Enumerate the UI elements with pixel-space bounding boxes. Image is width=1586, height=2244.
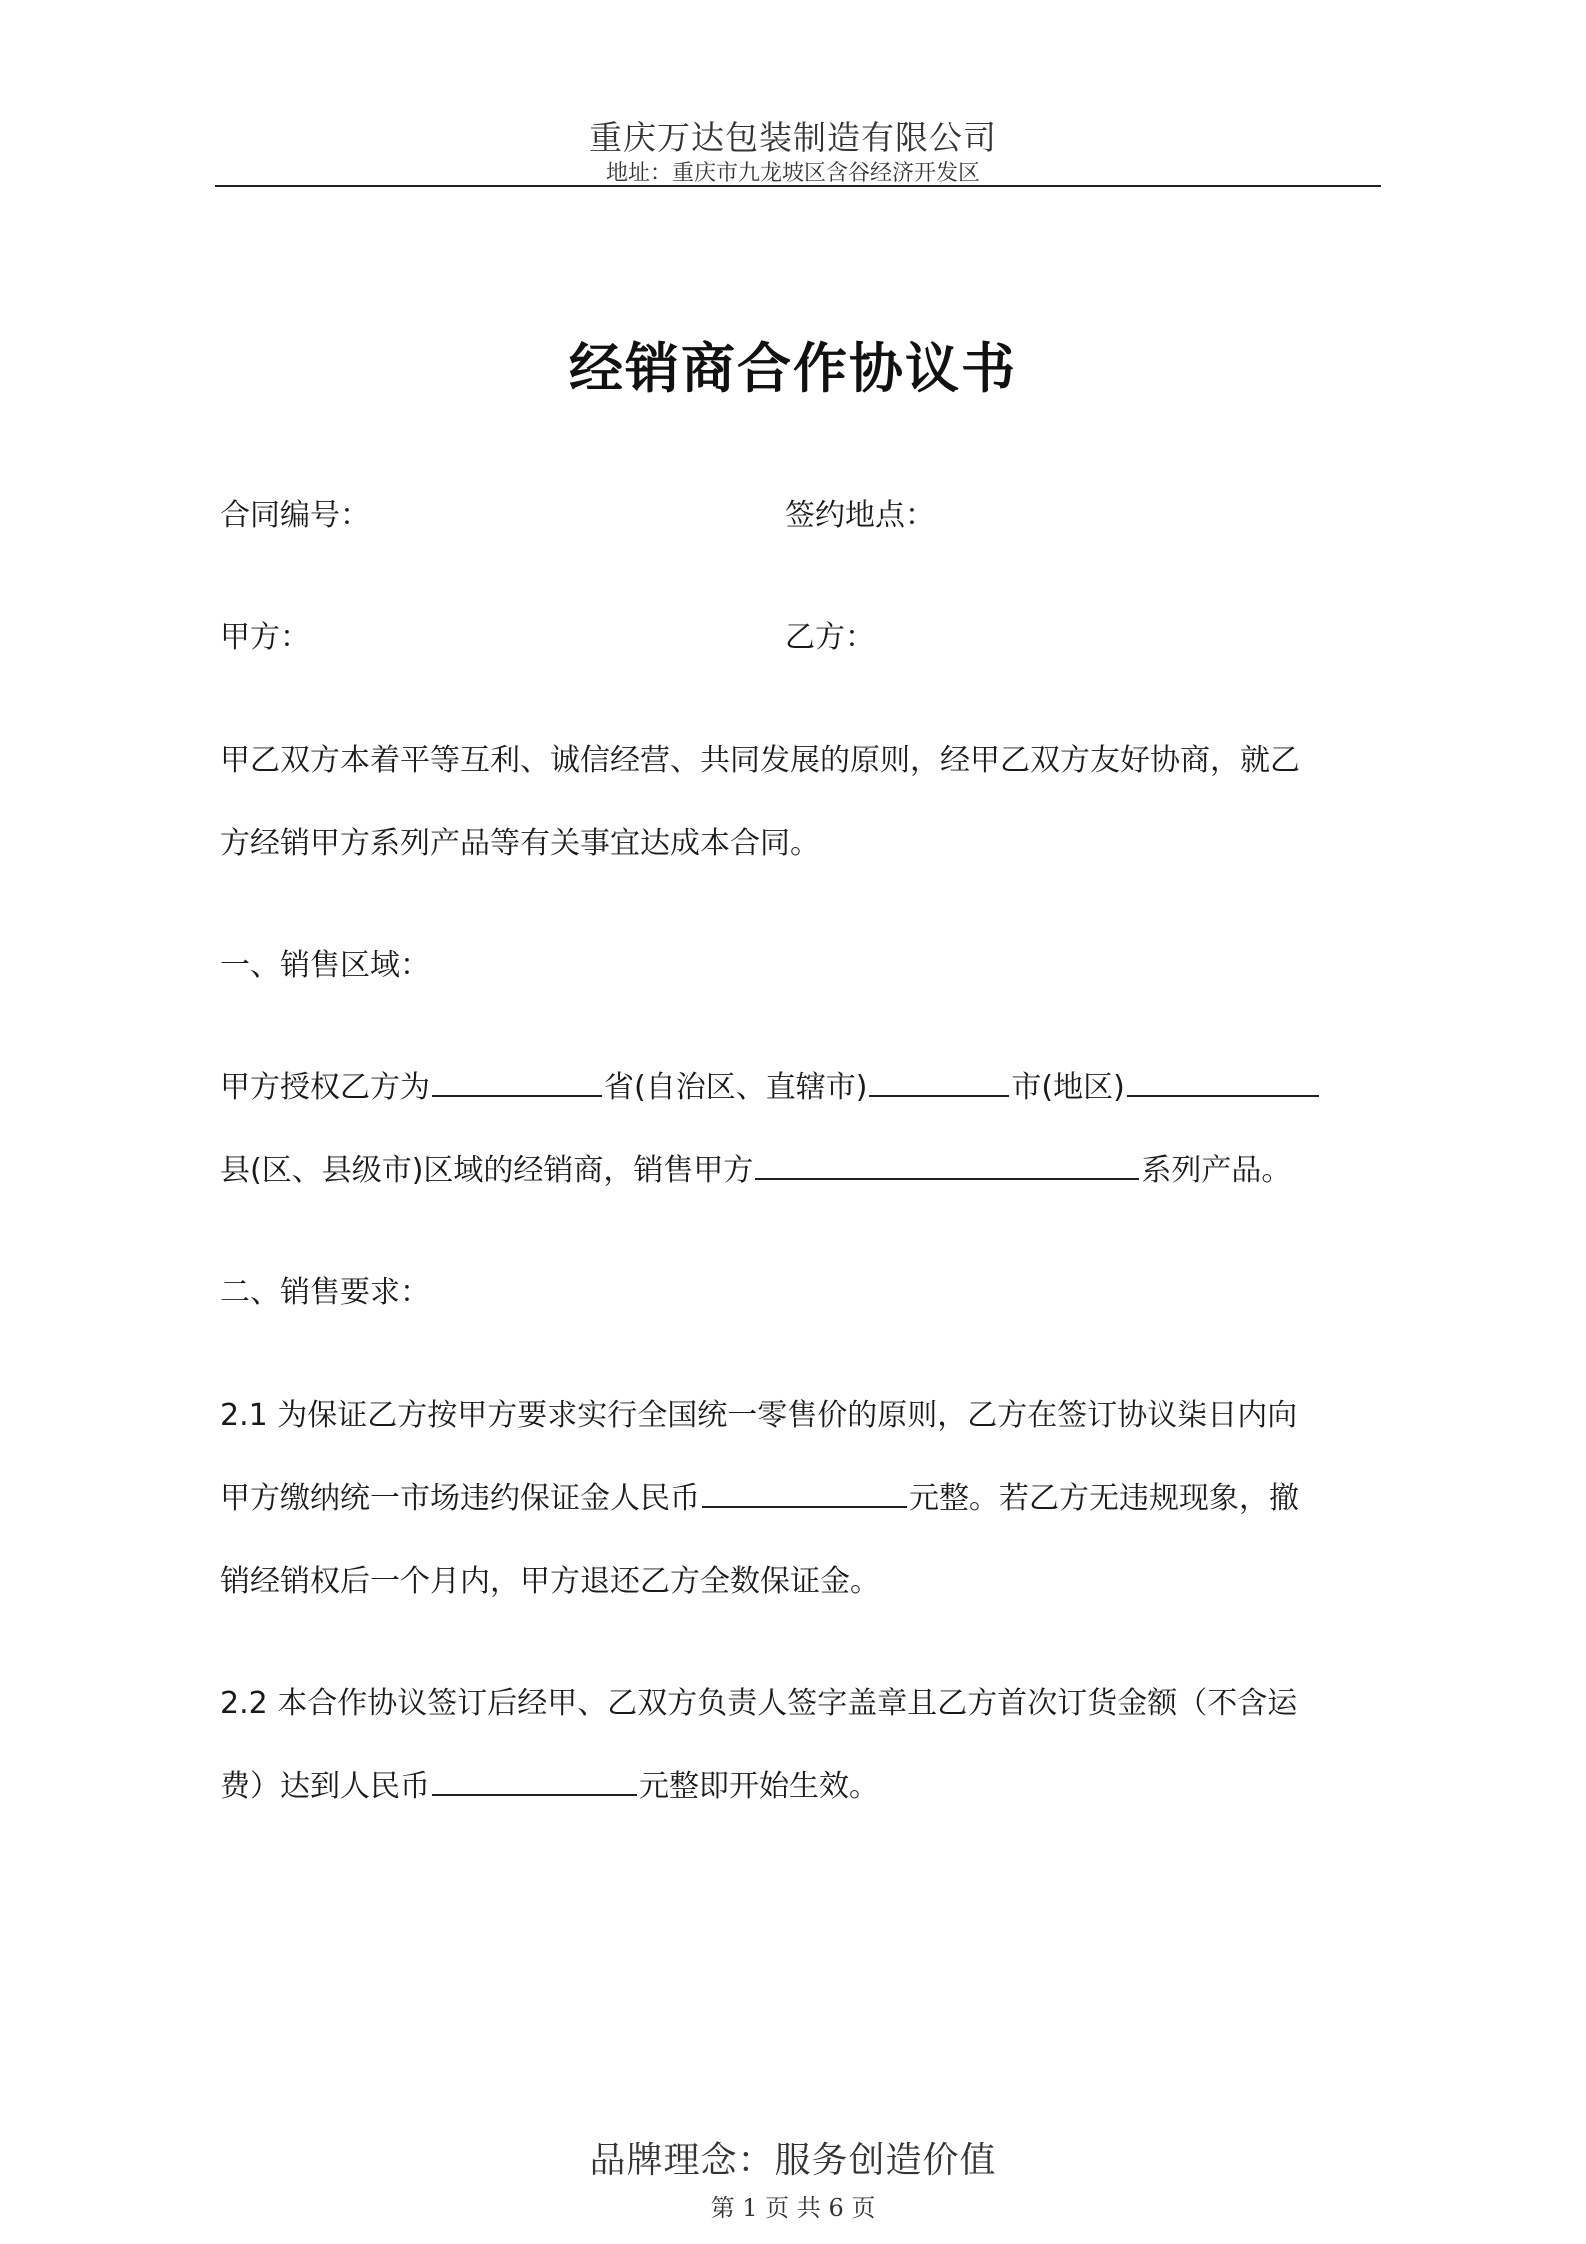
document-title: 经销商合作协议书 xyxy=(569,337,1017,400)
city-blank xyxy=(869,1065,1009,1097)
section-1-text-e: 系列产品。 xyxy=(1141,1153,1292,1188)
clause-2-2-text-a: 费）达到人民币 xyxy=(220,1769,430,1804)
clause-2-1-line-2 xyxy=(220,1473,1299,1517)
section-1-line-1 xyxy=(220,1062,1321,1106)
clause-2-2-line-1: 2.2 本合作协议签订后经甲、乙双方负责人签字盖章且乙方首次订货金额（不含运 xyxy=(220,1686,1298,1721)
province-blank xyxy=(432,1065,602,1097)
section-1-text-d: 县(区、县级市)区域的经销商，销售甲方 xyxy=(220,1153,754,1188)
clause-2-1-line-1: 2.1 为保证乙方按甲方要求实行全国统一零售价的原则，乙方在签订协议柒日内向 xyxy=(220,1398,1298,1433)
clause-2-1-text-b: 元整。若乙方无违规现象，撤 xyxy=(909,1481,1299,1516)
section-1-heading: 一、销售区域： xyxy=(220,948,430,983)
signing-place-label: 签约地点： xyxy=(785,498,935,533)
section-2-heading: 二、销售要求： xyxy=(220,1275,430,1310)
clause-2-2-line-2 xyxy=(220,1761,879,1805)
clause-2-1-line-3: 销经销权后一个月内，甲方退还乙方全数保证金。 xyxy=(220,1564,880,1599)
county-blank xyxy=(1127,1065,1319,1097)
contract-number-label: 合同编号： xyxy=(220,498,370,533)
section-1-text-a: 甲方授权乙方为 xyxy=(220,1070,430,1105)
section-1-text-b: 省(自治区、直辖市) xyxy=(604,1070,868,1105)
section-1-text-c: 市(地区) xyxy=(1011,1070,1125,1105)
product-series-blank xyxy=(755,1148,1139,1180)
header-company-name: 重庆万达包装制造有限公司 xyxy=(589,118,997,157)
intro-line-1: 甲乙双方本着平等互利、诚信经营、共同发展的原则，经甲乙双方友好协商，就乙 xyxy=(220,743,1300,778)
intro-line-2: 方经销甲方系列产品等有关事宜达成本合同。 xyxy=(220,826,820,861)
header-address: 地址：重庆市九龙坡区含谷经济开发区 xyxy=(605,161,980,186)
party-b-label: 乙方： xyxy=(785,620,875,655)
clause-2-1-text-a: 甲方缴纳统一市场违约保证金人民币 xyxy=(220,1481,700,1516)
clause-2-2-text-b: 元整即开始生效。 xyxy=(639,1769,879,1804)
footer-page-number: 第 1 页 共 6 页 xyxy=(710,2194,876,2222)
party-a-label: 甲方： xyxy=(220,620,310,655)
section-1-line-2 xyxy=(220,1145,1291,1189)
header-divider xyxy=(215,185,1381,187)
first-order-amount-blank xyxy=(432,1764,637,1796)
deposit-amount-blank xyxy=(702,1476,907,1508)
footer-brand-motto: 品牌理念：服务创造价值 xyxy=(589,2140,997,2181)
